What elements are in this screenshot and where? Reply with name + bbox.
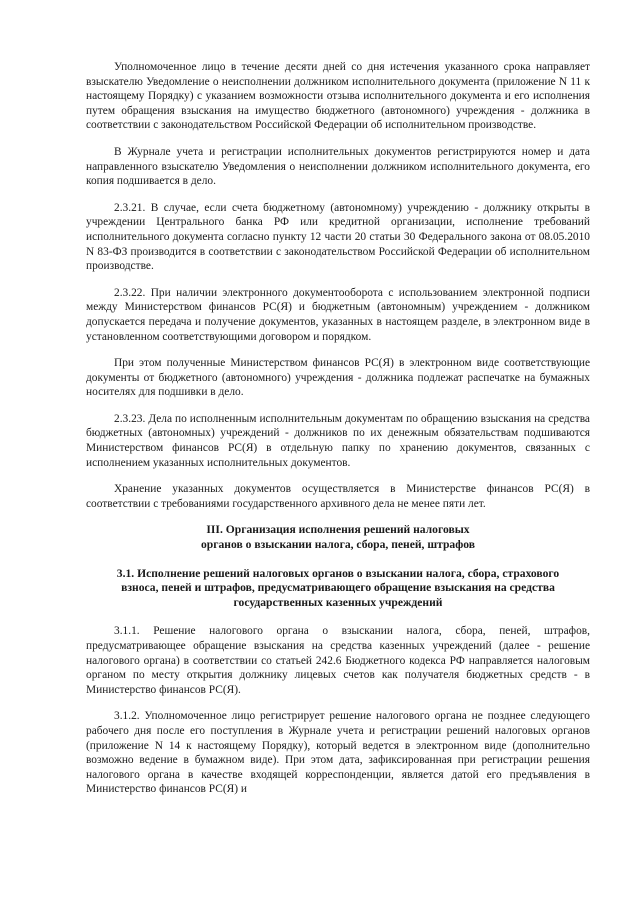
paragraph-electronic-docs: При этом полученные Министерством финансов РС(Я) в электронном виде соответствующие документы от бюджетного (автономного) учреждения - должника подлежат распечатке на бумажных носителях для подшивки в дело. — [86, 357, 590, 399]
subsection-heading-line: взноса, пеней и штрафов, предусматривающего обращение взыскания на средства — [121, 581, 555, 595]
paragraph-storage: Хранение указанных документов осуществляется в Министерстве финансов РС(Я) в соответствии с требованиями государственного архивного дела не менее пяти лет. — [86, 483, 590, 510]
subsection-heading-line: государственных казенных учреждений — [233, 595, 443, 609]
paragraph-journal-registration: В Журнале учета и регистрации исполнительных документов регистрируются номер и дата направленного взыскателю Уведомления о неисполнении должником исполнительного документа, его копия подшивается в дело. — [86, 145, 590, 188]
paragraph-2-3-22: 2.3.22. При наличии электронного документооборота с использованием электронной подписи между Министерством финансов РС(Я) и бюджетным (автономным) учреждением - должником допускается передача и получение документов, указанных в настоящем разделе, в электронном виде в установленном соответствующими договором и порядком. — [86, 286, 590, 343]
section-heading-line: органов о взыскании налога, сбора, пеней, штрафов — [200, 538, 475, 552]
paragraph-2-3-23: 2.3.23. Дела по исполненным исполнительным документам по обращению взыскания на средства бюджетных (автономных) учреждений - должников по их денежным обязательствам подшиваются Министерством финансов РС(Я) в отдельную папку по хранению документов, связанных с исполнением указанных исполнительных документов. — [86, 412, 590, 469]
subsection-heading — [86, 567, 590, 611]
subsection-heading-line: 3.1. Исполнение решений налоговых органов о взыскании налога, сбора, страхового — [116, 566, 560, 580]
document-body — [86, 60, 590, 809]
paragraph-3-1-2: 3.1.2. Уполномоченное лицо регистрирует решение налогового органа не позднее следующего рабочего дня после его поступления в Журнале учета и регистрации решений налоговых органов (приложение N 14 к настоящему Порядку), который ведется в электронном виде (дополнительно возможно ведение в бумажном виде). При этом дата, зафиксированная при регистрации решения налогового органа в качестве входящей корреспонденции, является датой его предъявления в Министерство финансов РС(Я) и — [86, 710, 590, 796]
paragraph-3-1-1: 3.1.1. Решение налогового органа о взыскании налога, сбора, пеней, штрафов, предусматривающее обращение взыскания на средства казенных учреждений (далее - решение налогового органа) в соответствии со статьей 242.6 Бюджетного кодекса РФ направляется налоговым органом по месту открытия должнику лицевых счетов как получателя бюджетных средств - в Министерство финансов РС(Я). — [86, 625, 590, 696]
paragraph-notice-deadline: Уполномоченное лицо в течение десяти дней со дня истечения указанного срока направляет взыскателю Уведомление о неисполнении должником исполнительного документа (приложение N 11 к настоящему Порядку) с указанием возможности отзыва исполнительного документа и его исполнения путем обращения взыскания на имущество бюджетного (автономного) учреждения - должника в соответствии с законодательством Российской Федерации об исполнительном производстве. — [86, 61, 590, 132]
paragraph-2-3-21: 2.3.21. В случае, если счета бюджетному (автономному) учреждению - должнику открыты в учреждении Центрального банка РФ или кредитной организации, исполнение требований исполнительного документа согласно пункту 12 части 20 статьи 30 Федерального закона от 08.05.2010 N 83-ФЗ производится в соответствии с законодательством Российской Федерации об исполнительном производстве. — [86, 201, 590, 273]
section-heading — [86, 523, 590, 552]
section-heading-line: III. Организация исполнения решений налоговых — [206, 523, 470, 537]
